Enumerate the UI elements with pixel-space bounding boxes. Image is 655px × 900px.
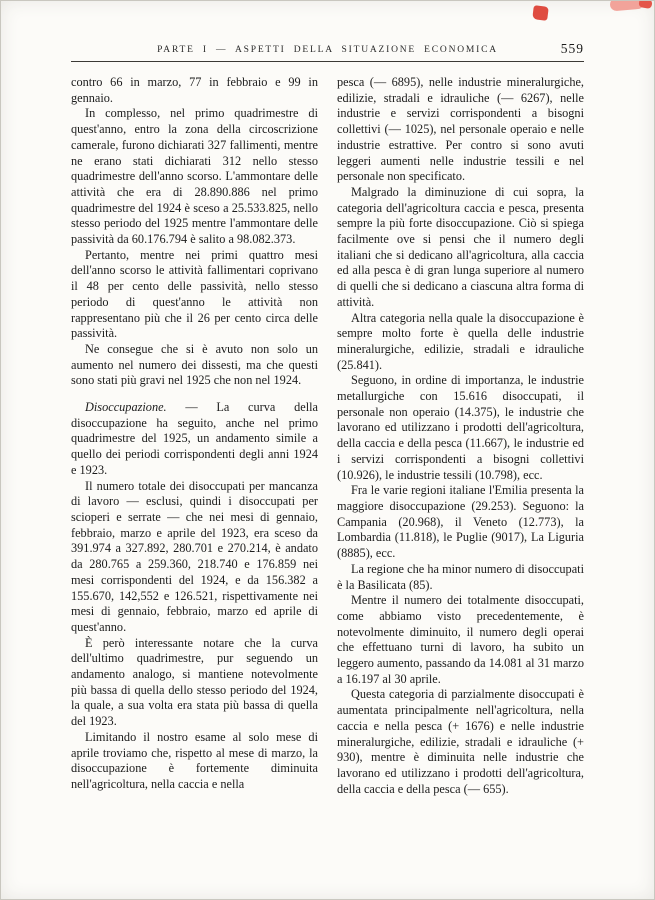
paragraph: Malgrado la diminuzione di cui sopra, la categoria dell'agricoltura caccia e pesca, presenta sempre la più forte disoccupazione. Ciò si spiega facilmente ove si pensi che il numero degli italiani che si dedicano all'agricoltura, alla caccia ed alla pesca è di gran lunga superiore al numero di quelli che si dedicano a ciascuna altra forma di attività. [337, 184, 584, 309]
paragraph-text: — La curva della disoccupazione ha seguito, anche nel primo quadrimestre del 1925, un andamento simile a quello dei periodi corrispondenti degli anni 1924 e 1923. [71, 400, 318, 477]
page-content [1, 1, 654, 797]
paragraph: Fra le varie regioni italiane l'Emilia presenta la maggiore disoccupazione (29.253). Seguono: la Campania (20.968), il Veneto (12.773), la Lombardia (11.818), le Puglie (9017), La Liguria (8885), ecc. [337, 483, 584, 561]
header-rule [71, 61, 584, 62]
paragraph: Seguono, in ordine di importanza, le industrie metallurgiche con 15.616 disoccupati, il personale non operaio (14.375), le industrie che lavorano ed utilizzano i prodotti dell'agricoltura, della caccia e della pesca (11.667), le industrie ed i servizi corrispondenti a bisogni collettivi (10.926), le industrie tessili (10.798), ecc. [337, 373, 584, 482]
text-columns [71, 75, 584, 797]
paragraph-lead: Disoccupazione. [85, 400, 167, 415]
left-column [71, 75, 318, 797]
page-header [71, 39, 584, 62]
paragraph: Il numero totale dei disoccupati per mancanza di lavoro — esclusi, quindi i disoccupati per scioperi e serrate — che nei mesi di gennaio, febbraio, marzo e aprile del 1923, era sceso da 391.974 a 327.892, 280.701 e 270.214, è andato da 280.765 a 259.360, 218.740 e 176.859 nei mesi corrispondenti del 1924, e da 156.382 a 155.670, 142,552 e 126.521, rispettivamente nei mesi di gennaio, febbraio, marzo ed aprile di quest'anno. [71, 478, 318, 634]
paragraph: Ne consegue che si è avuto non solo un aumento nel numero dei dissesti, ma che questi sono stati più gravi nel 1925 che non nel 1924. [71, 341, 318, 388]
paragraph: contro 66 in marzo, 77 in febbraio e 99 in gennaio. [71, 75, 318, 105]
paragraph: Altra categoria nella quale la disoccupazione è sempre molto forte è quella delle industrie mineralurgiche, edilizie, stradali e idrauliche (25.841). [337, 310, 584, 372]
paragraph: In complesso, nel primo quadrimestre di quest'anno, entro la zona della circoscrizione camerale, furono dichiarati 327 fallimenti, mentre ne erano stati dichiarati 312 nello stesso quadrimestre dell'anno scorso. L'ammontare delle attività che era di 28.890.886 nel primo quadrimestre del 1924 è sceso a 25.533.825, nello stesso periodo del 1925 mentre l'ammontare delle passività da 60.176.794 è salito a 98.082.373. [71, 106, 318, 247]
paragraph: Limitando il nostro esame al solo mese di aprile troviamo che, rispetto al mese di marzo, la disoccupazione è fortemente diminuita nell'agricoltura, nella caccia e nella [71, 729, 318, 791]
paragraph: È però interessante notare che la curva dell'ultimo quadrimestre, pur seguendo un andamento analogo, si mantiene notevolmente più bassa di quella dello stesso periodo del 1924, la quale, a sua volta era stata più bassa di quella del 1923. [71, 635, 318, 729]
paragraph: pesca (— 6895), nelle industrie mineralurgiche, edilizie, stradali e idrauliche (— 6267), nelle industrie e servizi corrispondenti a bisogni collettivi (— 1025), nel personale operaio e nelle industrie estrattive. Per contro si sono avuti leggeri aumenti nelle industrie tessili e nel personale non specificato. [337, 75, 584, 184]
paragraph: Pertanto, mentre nei primi quattro mesi dell'anno scorso le attività fallimentari coprivano il 48 per cento delle passività, nello stesso periodo di quest'anno le attività non rappresentano più che il 26 per cento circa delle passività. [71, 247, 318, 341]
paragraph-disoccupazione [71, 400, 318, 479]
running-head: PARTE I — ASPETTI DELLA SITUAZIONE ECONOMICA [157, 45, 498, 55]
paragraph: Questa categoria di parzialmente disoccupati è aumentata principalmente nell'agricoltura, nella caccia e nella pesca (+ 1676) e nelle industrie mineralurgiche, edilizie, stradali e idrauliche (+ 930), mentre è diminuita nelle industrie che lavorano ed utilizzano i prodotti dell'agricoltura, della caccia e della pesca (— 655). [337, 687, 584, 796]
page-number: 559 [560, 41, 584, 56]
paragraph: La regione che ha minor numero di disoccupati è la Basilicata (85). [337, 561, 584, 592]
paragraph: Mentre il numero dei totalmente disoccupati, come abbiamo visto precedentemente, è notevolmente diminuito, il numero degli operai che effettuano turni di lavoro, ha subito un leggero aumento, passando da 14.081 al 31 marzo a 16.197 al 30 aprile. [337, 593, 584, 686]
red-ink-mark-large [532, 5, 549, 21]
right-column [337, 75, 584, 797]
